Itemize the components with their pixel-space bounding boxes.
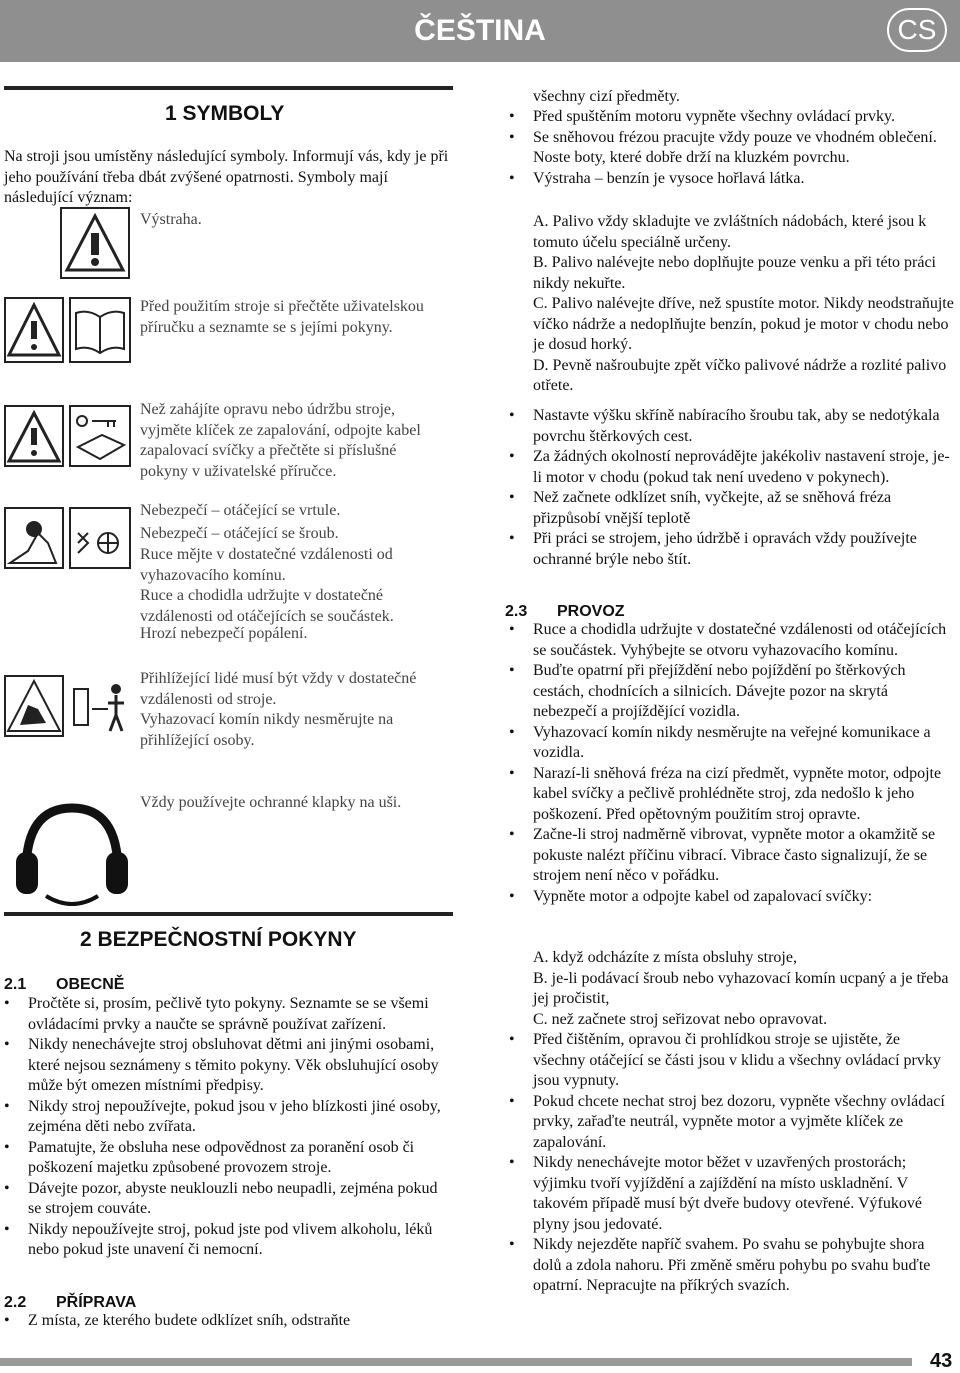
rotating-screw-text: Nebezpečí – otáčející se šroub. (140, 525, 339, 542)
operation-list (505, 620, 955, 907)
warning-text: Výstraha. (140, 211, 202, 228)
sub-item: B. je-li podávací šroub nebo vyhazovací komín ucpaný a je třeba jej pročistit, (533, 969, 949, 1007)
subsection-title: OBECNĚ (56, 976, 125, 993)
list-item: • Vyhazovací komín nikdy nesměrujte na veřejné komunikace a vozidla. (505, 723, 955, 764)
bystanders-icon (4, 675, 132, 737)
preparation-continuation: všechny cizí předměty. (533, 88, 680, 105)
preparation-list-2 (505, 406, 955, 570)
subsection-2-1-heading (4, 976, 124, 994)
sub-item: C. Palivo nalévejte dříve, než spustíte motor. Nikdy neodstraňujte víčko nádrže a nedoplňujte benzín, pokud je motor v chodu nebo je dosud horký. (533, 295, 954, 353)
sub-item: B. Palivo nalévejte nebo doplňujte pouze venku a při této práci nikdy nekuřte. (533, 254, 936, 292)
list-item: • Při práci se strojem, jeho údržbě i opravách vždy používejte ochranné brýle nebo štít. (505, 529, 955, 570)
section-rule (4, 912, 453, 916)
list-item: • Narazí-li sněhová fréza na cizí předmět, vypněte motor, odpojte kabel svíčky a pečlivě prohlédněte stroj, zda nedošlo k jeho poškození. Před opětovným použitím stroj opravte. (505, 764, 955, 826)
maintenance-icon (4, 405, 132, 467)
list-item: • Se sněhovou frézou pracujte vždy pouze ve vhodném oblečení. Noste boty, které dobře drží na kluzkém povrchu. (505, 128, 955, 169)
rotating-propeller-text: Nebezpečí – otáčející se vrtule. (140, 502, 341, 519)
fuel-instructions (505, 212, 955, 397)
list-item: • Nastavte výšku skříně nabíracího šroubu tak, aby se nedotýkala povrchu štěrkových cest. (505, 406, 955, 447)
list-item: • Dávejte pozor, abyste neuklouzli nebo neupadli, zejména pokud se strojem couváte. (0, 1179, 454, 1220)
subsection-number: 2.3 (505, 603, 528, 620)
page-header (0, 0, 960, 62)
burn-hazard-text: Hrozí nebezpečí popálení. (140, 625, 308, 642)
list-item: • Pamatujte, že obsluha nese odpovědnost za poranění osob či poškození majetku způsobené provozem stroje. (0, 1138, 454, 1179)
manual-text: Před použitím stroje si přečtěte uživatelskou příručku a seznamte se s jejími pokyny. (140, 298, 424, 336)
list-item: • Buďte opatrní při přejíždění nebo pojíždění po štěrkových cestách, chodnících a silnicích. Dávejte pozor na skrytá nebezpečí a projíždějící vozidla. (505, 661, 955, 723)
general-safety-list (0, 994, 454, 1261)
list-item: • Nikdy nenechávejte motor běžet v uzavřených prostorách; výjimku tvoří vyjíždění a zajíždění na místo uskladnění. V takovém případě musí být dveře budovy otevřené. Výfukové plyny jsou jedovaté. (505, 1153, 955, 1235)
subsection-2-3-heading (505, 603, 625, 621)
section-2-title: 2 BEZPEČNOSTNÍ POKYNY (80, 928, 357, 951)
list-item: • Před spuštěním motoru vypněte všechny ovládací prvky. (505, 107, 955, 128)
section-rule (4, 86, 453, 90)
language-title: ČEŠTINA (414, 14, 546, 47)
list-item: • Než začnete odklízet sníh, vyčkejte, až se sněhová fréza přizpůsobí vnější teplotě (505, 488, 955, 529)
preparation-list (505, 107, 955, 189)
warning-icon (60, 207, 130, 279)
bystanders-text: Přihlížející lidé musí být vždy v dostatečné vzdálenosti od stroje. (140, 670, 417, 708)
subsection-title: PŘÍPRAVA (56, 1294, 137, 1311)
page-number: 43 (930, 1350, 953, 1372)
subsection-title: PROVOZ (557, 603, 625, 620)
rotating-parts-icon (4, 507, 132, 569)
list-item: • Z místa, ze kterého budete odklízet sníh, odstraňte (0, 1311, 454, 1332)
maintenance-text: Než zahájíte opravu nebo údržbu stroje, vyjměte klíček ze zapalování, odpojte kabel zapalovací svíčky a přečtěte si příslušné pokyny v uživatelské příručce. (140, 401, 421, 480)
list-item: • Před čištěním, opravou či prohlídkou stroje se ujistěte, že všechny otáčející se části jsou v klidu a všechny ovládací prvky jsou vypnuty. (505, 1030, 955, 1092)
chute-hands-text: Ruce mějte v dostatečné vzdálenosti od vyhazovacího komínu. (140, 546, 393, 584)
language-badge: CS (887, 8, 947, 52)
list-item: • Začne-li stroj nadměrně vibrovat, vypněte motor a okamžitě se pokuste nalézt příčinu vibrací. Vibrace často signalizují, že se strojem není něco v pořádku. (505, 825, 955, 887)
rotating-parts-text: Ruce a chodidla udržujte v dostatečné vzdálenosti od otáčejících se součástek. (140, 587, 394, 625)
list-item: • Za žádných okolností neprovádějte jakékoliv nastavení stroje, je-li motor v chodu (pokud tak není uvedeno v pokynech). (505, 447, 955, 488)
sub-item: A. Palivo vždy skladujte ve zvláštních nádobách, které jsou k tomuto účelu speciálně určeny. (533, 213, 927, 251)
operation-list-2 (505, 1030, 955, 1297)
list-item: • Ruce a chodidla udržujte v dostatečné vzdálenosti od otáčejících se součástek. Vyhýbejte se otvoru vyhazovacího komínu. (505, 620, 955, 661)
sub-item: A. když odcházíte z místa obsluhy stroje, (533, 949, 797, 966)
list-item: • Nikdy stroj nepoužívejte, pokud jsou v jeho blízkosti jiné osoby, zejména děti nebo zvířata. (0, 1097, 454, 1138)
list-item: • Nikdy nepoužívejte stroj, pokud jste pod vlivem alkoholu, léků nebo pokud jste unavení či nemocní. (0, 1220, 454, 1261)
symbols-intro: Na stroji jsou umístěny následující symboly. Informují vás, kdy je při jeho používání třeba dbát zvýšené opatrnosti. Symboly mají následující význam: (4, 148, 449, 206)
subsection-number: 2.1 (4, 976, 27, 993)
list-item: • Nikdy nejezděte napříč svahem. Po svahu se pohybujte shora dolů a zdola nahoru. Při změně směru pohybu po svahu buďte opatrní. Nepracujte na příkrých svazích. (505, 1235, 955, 1297)
read-manual-icon (4, 297, 132, 363)
subsection-number: 2.2 (4, 1294, 27, 1311)
list-item: • Nikdy nenechávejte stroj obsluhovat dětmi ani jinými osobami, které nejsou seznámeny s těmito pokyny. Věk obsluhující osoby může být omezen místními předpisy. (0, 1035, 454, 1097)
sub-item: C. než začnete stroj seřizovat nebo opravovat. (533, 1010, 828, 1028)
stop-engine-cases (505, 948, 955, 1030)
list-item: • Pročtěte si, prosím, pečlivě tyto pokyny. Seznamte se se všemi ovládacími prvky a naučte se správně používat zařízení. (0, 994, 454, 1035)
ear-protection-icon (12, 800, 132, 910)
subsection-2-2-heading (4, 1294, 136, 1312)
sub-item: D. Pevně našroubujte zpět víčko palivové nádrže a rozlité palivo otřete. (533, 356, 947, 394)
section-1-title: 1 SYMBOLY (165, 102, 285, 125)
chute-direction-text: Vyhazovací komín nikdy nesměrujte na přihlížející osoby. (140, 711, 394, 749)
ear-protection-text: Vždy používejte ochranné klapky na uši. (140, 794, 402, 811)
list-item: • Vypněte motor a odpojte kabel od zapalovací svíčky: (505, 887, 955, 908)
list-item: • Výstraha – benzín je vysoce hořlavá látka. (505, 169, 955, 190)
preparation-list-start (0, 1311, 454, 1332)
footer-bar (0, 1358, 912, 1366)
list-item: • Pokud chcete nechat stroj bez dozoru, vypněte všechny ovládací prvky, zařaďte neutrál, vypněte motor a vyjměte klíček ze zapalování. (505, 1092, 955, 1154)
